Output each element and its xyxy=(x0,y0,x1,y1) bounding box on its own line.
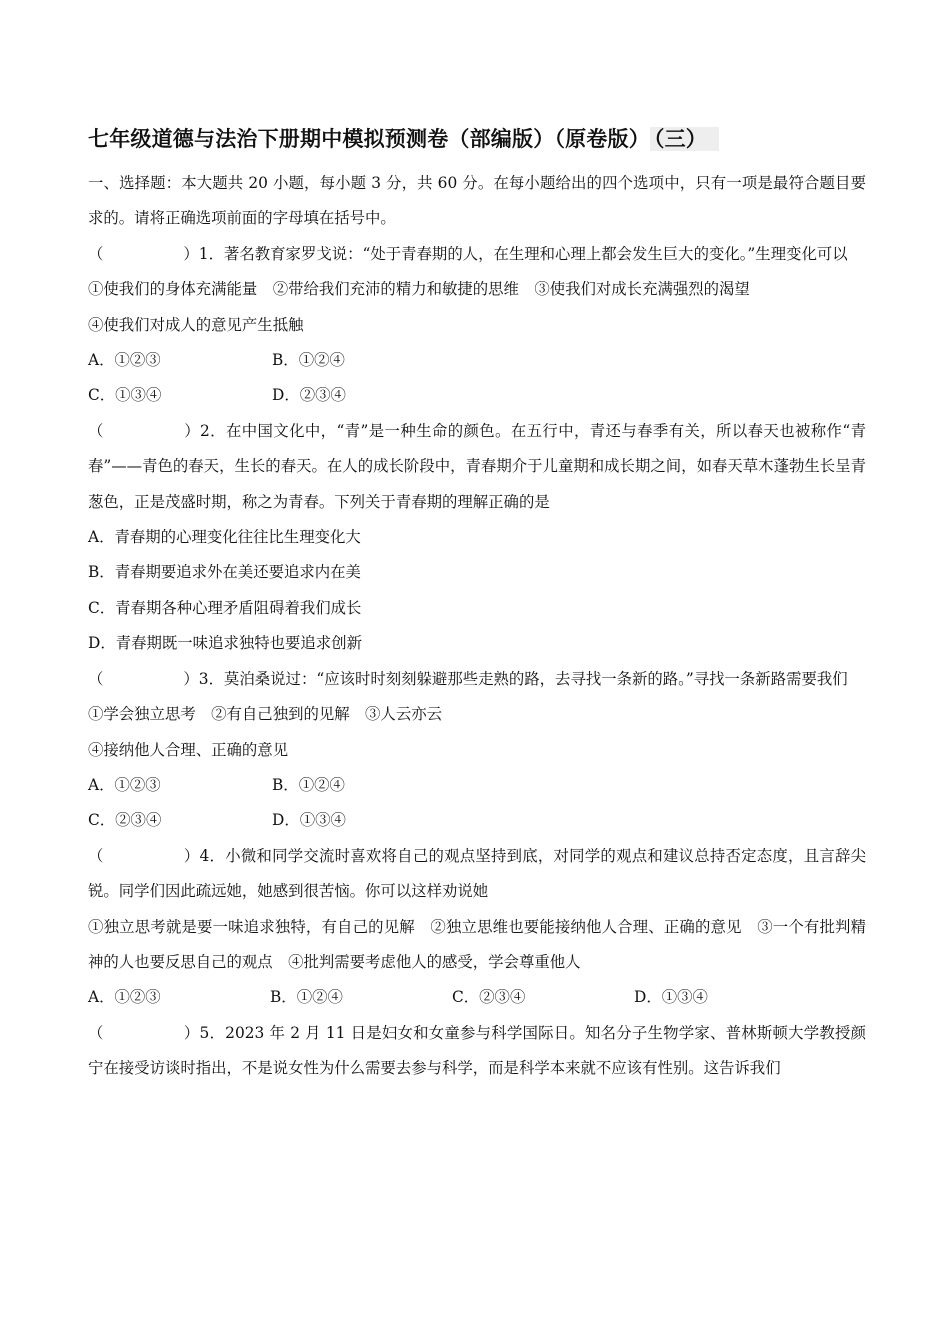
question-3-statement: ①学会独立思考 ②有自己独到的见解 ③人云亦云 xyxy=(88,705,442,724)
option-d: D．①③④ xyxy=(634,988,708,1007)
section-heading: 一、选择题：本大题共 20 小题，每小题 3 分，共 60 分。在每小题给出的四个选项中，只有一项是最符合题目要求的。请将正确选项前面的字母填在括号中。 xyxy=(88,174,866,228)
option-a: A．①②③ xyxy=(88,351,161,370)
question-1-statement: ①使我们的身体充满能量 ②带给我们充沛的精力和敏捷的思维 ③使我们对成长充满强烈的渴望 xyxy=(88,280,750,299)
option-d: D．①③④ xyxy=(272,811,346,830)
option-a: A．①②③ xyxy=(88,775,161,794)
question-4-options-row xyxy=(88,980,866,1015)
question-5-stem: （ ）5．2023 年 2 月 11 日是妇女和女童参与科学国际日。知名分子生物学家、普林斯顿大学教授颜宁在接受访谈时指出，不是说女性为什么需要去参与科学，而是科学本来就不应该有性别。这告诉我们 xyxy=(88,1023,866,1078)
question-1-options-row xyxy=(88,378,866,413)
option-b: B．①②④ xyxy=(270,988,343,1007)
option-b: B．①②④ xyxy=(272,775,345,794)
question-1-options-row xyxy=(88,343,866,378)
option-d: D．青春期既一味追求独特也要追求创新 xyxy=(88,634,362,653)
document-body xyxy=(88,166,866,1087)
option-c: C．②③④ xyxy=(452,988,526,1007)
question-2-stem: （ ）2．在中国文化中，“青”是一种生命的颜色。在五行中，青还与春季有关，所以春天也被称作“青春”——青色的春天，生长的春天。在人的成长阶段中，青春期介于儿童期和成长期之间，如春天草木蓬勃生长呈青葱色，正是茂盛时期，称之为青春。下列关于青春期的理解正确的是 xyxy=(88,421,866,511)
option-a: A．青春期的心理变化往往比生理变化大 xyxy=(88,528,361,547)
document-page xyxy=(88,118,866,1087)
question-1-statement: ④使我们对成人的意见产生抵触 xyxy=(88,315,304,334)
question-3-stem: （ ）3．莫泊桑说过：“应该时时刻刻躲避那些走熟的路，去寻找一条新的路。”寻找一条新路需要我们 xyxy=(88,669,848,688)
title-suffix-highlight[interactable]: （三） xyxy=(650,127,719,151)
option-d: D．②③④ xyxy=(272,386,346,405)
option-a: A．①②③ xyxy=(88,988,161,1007)
question-1-stem: （ ）1．著名教育家罗戈说：“处于青春期的人，在生理和心理上都会发生巨大的变化。”生理变化可以 xyxy=(88,244,848,263)
question-4-stem: （ ）4．小微和同学交流时喜欢将自己的观点坚持到底，对同学的观点和建议总持否定态度，且言辞尖锐。同学们因此疏远她，她感到很苦恼。你可以这样劝说她 xyxy=(88,846,866,901)
question-4-statement: ①独立思考就是要一味追求独特，有自己的见解 ②独立思维也要能接纳他人合理、正确的意见 ③一个有批判精神的人也要反思自己的观点 ④批判需要考虑他人的感受，学会尊重他人 xyxy=(88,917,866,971)
option-c: C．青春期各种心理矛盾阻碍着我们成长 xyxy=(88,598,362,617)
option-c: C．①③④ xyxy=(88,386,162,405)
option-b: B．青春期要追求外在美还要追求内在美 xyxy=(88,563,361,582)
document-title xyxy=(88,118,866,160)
option-b: B．①②④ xyxy=(272,351,345,370)
title-main: 七年级道德与法治下册期中模拟预测卷（部编版）（原卷版） xyxy=(88,127,650,151)
question-3-statement: ④接纳他人合理、正确的意见 xyxy=(88,740,289,759)
question-3-options-row xyxy=(88,803,866,838)
question-3-options-row xyxy=(88,768,866,803)
option-c: C．②③④ xyxy=(88,811,162,830)
